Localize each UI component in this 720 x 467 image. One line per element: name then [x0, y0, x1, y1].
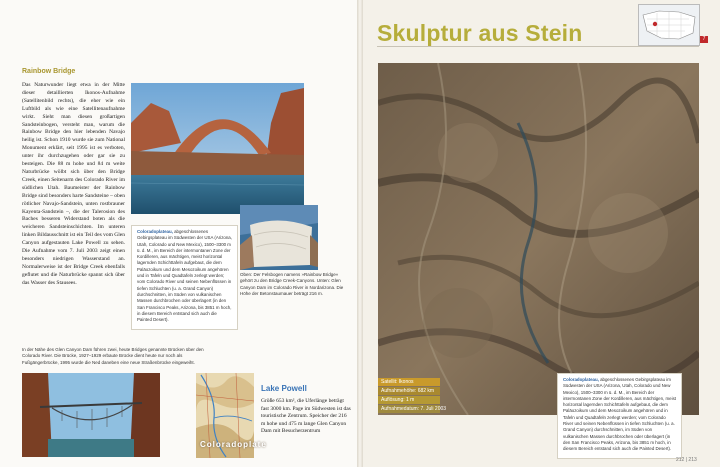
- bridges-caption: In der Nähe des Glen Canyon Dam führen zwei, heute Bridges genannte Brücken über den Colorado River. Die Brücke, 1927–1929 erbaute Brücke dient heute nur noch als Fußgängerbrücke, 1995 wurde die Ned daneben eine neue Straßenbrücke eingeweiht.: [22, 347, 204, 365]
- section-title: Rainbow Bridge: [22, 68, 76, 75]
- page-title: Skulptur aus Stein: [377, 20, 583, 46]
- rainbow-bridge-photo: [131, 83, 304, 214]
- satellite-image: [378, 63, 699, 415]
- info-box-text: abgeschlossenes Gebirgsplateau im Südwesten der USA (Arizona, Utah, Colorado und New Mexico), 1500–3300 m ü. d. M., im Bereich der intermontanen Zone der Kordilleren, aus mächtigen, meist horizontal lagernden Schichttafeln aufgebaut, die dem Paläozoikum und dem Mesozoikum angehören und in Tafeln und Quadtafeln zerlegt werden; vom Colorado River und seinen Nebenflüssen in tiefen Schluchten (u. a. Grand Canyon) durchschnitten, im Süden von vulkanischen Massen durchbrochen oder überlagert (in den San Francisco Peaks, Arizona, bis 3851 m hoch, in diesem Bereich entstand sich auch die Painted Desert).: [137, 229, 232, 323]
- info-box-text-right: abgeschlossenes Gebirgsplateau im Südwesten der USA (Arizona, Utah, Colorado und New Mexico), 1500–3300 m ü. d. M., im Bereich der intermontanen Zone der Kordilleren, aus mächtigen, meist horizontal lagernden Schichttafeln aufgebaut, die dem Paläozoikum und dem Mesozoikum angehören und in Tafeln und Quadtafeln zerlegt werden; vom Colorado River und seinen Nebenflüssen in tiefen Schluchten (u. a. Grand Canyon) durchschnitten, im Süden von vulkanischen Massen durchbrochen oder überlagert (in den San Francisco Peaks, Arizona, bis 3851 m hoch, in diesem Bereich entstand sich auch die Painted Desert).: [563, 377, 676, 452]
- legend-resolution: Auflösung: 1 m: [378, 396, 440, 404]
- body-text: Das Naturwunder liegt etwa in der Mitte dieser detaillierten Ikonos-Aufnahme (Satellitenbild rechts), die eher wie ein Luftbild als wie eine Satellitenaufnahme wirkt. Sieht man diesen großartigen Sandsteinbogen, versteht man, warum die Rainbow Bridge den hier lebenden Navajo heilig ist. Schon 1910 wurde sie zum National Monument erklärt, seit 1995 ist es verboten, unter ihr durchzugehen oder gar sie zu besteigen. Die 88 m hohe und 84 m weite Naturbrücke wölbt sich über den Bridge Creek, einen Seitenarm des Colorado River im südlichen Utah. Baumeister der Rainbow Bridge sind besonders harte Sandsteine – oben rötlicher Navajo-Sandstein, unten rostbrauner Kayenta-Sandstein –, die der Talerosion des Baches besseren Widerstand boten als die weicheren Sandsteinschichten. Im unteren linken Bildausschnitt ist ein Teil des vom Glen Canyon aufgestauten Lake Powell zu sehen. Die Aufnahme vom 7. Juli 2003 zeigt einen besonders niedrigen Wasserstand an. Normalerweise ist der Bridge Creek ebenfalls geflutet und die Naturbrücke spannt sich über das Wasser des Stausees.: [22, 82, 125, 286]
- legend-satellite: Satellit: Ikonos: [378, 378, 440, 386]
- dam-caption: Oben: Der Felsbogen namens »Rainbow Bridge« gehört zu den Bridge Creek-Canyons. Unten: Glen Canyon Dam im Colorado River in Nordarizona. Die Höhe der Betonstaumauer beträgt 216 m.: [240, 272, 344, 296]
- info-box-heading: Coloradoplateau,: [137, 229, 173, 234]
- lake-powell-text: Größe 653 km², die Uferlänge beträgt fast 3000 km. Page im Südwesten ist das touristische Zentrum. Speicher der 216 m hohe und 475 m lange Glen Canyon Dam mit Besucherzentrum: [261, 398, 351, 435]
- info-box-heading-right: Coloradoplateau,: [563, 377, 599, 382]
- legend-altitude: Aufnahmehöhe: 682 km: [378, 387, 440, 395]
- glen-canyon-dam-photo: [240, 205, 318, 270]
- page-badge: 7: [700, 36, 708, 43]
- locator-map: [638, 4, 700, 46]
- title-rule: [377, 46, 699, 47]
- lake-powell-title: Lake Powell: [261, 384, 307, 393]
- legend-date: Aufnahmedatum: 7. Juli 2003: [378, 405, 440, 413]
- info-box-coloradoplateau-right: [557, 373, 682, 459]
- page-numbers: 212 | 213: [676, 457, 697, 463]
- navajo-bridge-photo: [22, 373, 160, 457]
- map-region-label: Coloradoplate: [200, 440, 267, 449]
- page-gutter: [357, 0, 363, 467]
- satellite-legend: [378, 378, 447, 414]
- info-box-coloradoplateau: [131, 225, 238, 330]
